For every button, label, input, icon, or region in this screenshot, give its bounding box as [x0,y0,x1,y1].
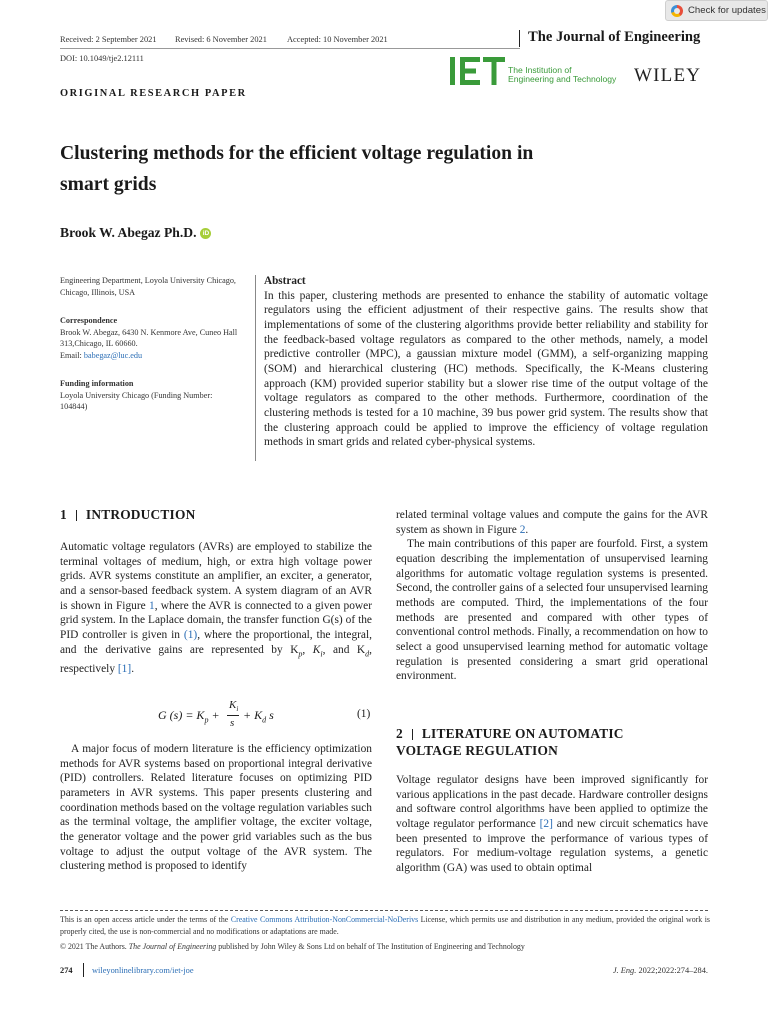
license-text [60,914,710,937]
funding-heading: Funding information [60,379,134,388]
iet-name-line2: Engineering and Technology [508,74,617,85]
iet-logo [450,57,505,85]
iet-name [508,66,616,85]
sec2-text-a: Voltage regulator designs have been improved significantly for various applications in the past decade. Hardware controller designs and software control algorithms have been applied to optimize the voltage regulator performance [396,774,708,830]
journal-name: The Journal of Engineering [528,29,701,45]
copyright-line [60,941,710,953]
correspondence-heading: Correspondence [60,316,118,325]
correspondence-block [60,315,246,361]
license-text-a: This is an open access article under the terms of the [60,915,231,924]
intro-text-d: , and K [322,643,366,656]
equation-1-number: (1) [357,708,371,720]
crossmark-icon [671,5,683,17]
right-text-b: . [525,523,529,536]
citation-journal: J. Eng. [612,966,637,975]
figure-2-link[interactable]: 2 [519,523,526,536]
intro-text-c: , where the proportional, the integral, and the derivative gains are represented by K [60,628,372,656]
citation-detail: 2022;2022:274–284. [636,966,708,975]
section-2-title-line2: VOLTAGE REGULATION [396,742,558,758]
figure-1-link[interactable]: 1 [148,599,155,612]
intro-text-b: , where the AVR is connected to a given power grid system. In the Laplace domain, the transfer function G(s) of the PID controller is given in [60,599,372,641]
license-link[interactable]: Creative Commons Attribution-NonCommercial-NoDerivs [230,915,419,924]
intro-text-p2: A major focus of modern literature is the efficiency optimization methods for AVR systems based on proportional integral derivative (PID) controllers. Related literature focuses on optimizing PID parameters in AVR systems. This paper presents clustering and coordination methods based on the voltage regulation variables such as the terminal voltage, the amplifier voltage, the exciter voltage, the generator voltage and the power grid variables such as the bus voltage to adjust the output voltage of the AVR system. The clustering method is proposed to identify [60,743,372,873]
section-1-divider [76,510,77,521]
copyright-a: © 2021 The Authors. [60,942,129,951]
title-line2: smart grids [60,174,157,195]
intro-paragraph-1: Automatic voltage regulators (AVRs) are employed to stabilize the terminal voltages of medium, high, or extra high voltage power grids. AVR systems constitute an amplifier, an exciter, a generator, and a sensor-based feedback system. A system diagram of an AVR is shown in Figure 1, where the AVR is connected to a given power grid system. In the Laplace domain, the transfer function G(s) of the PID controller is given in (1), where the proportional, the integral, and the derivative gains are represented by $K_p$, $K_i$, and $K_d$, respectively [1]. [60,541,372,675]
accepted-date: Accepted: 10 November 2021 [287,35,388,44]
orcid-icon[interactable]: iD [200,228,211,239]
reference-2-link[interactable]: [2] [539,817,553,830]
equation-1: G $(s) = K_p$ + $K_i$ s + $K_d$ s [158,699,274,729]
email-link[interactable]: babegaz@luc.edu [83,350,143,360]
author-name: Brook W. Abegaz Ph.D. [60,225,197,240]
iet-name-line1: The Institution of [508,65,572,75]
copyright-b: published by John Wiley & Sons Ltd on behalf of The Institution of Engineering and Technology [216,942,525,951]
section-1-number: 1 [60,507,67,522]
footer-rule [60,910,708,911]
received-date: Received: 2 September 2021 [60,35,157,44]
email-label: Email: [60,350,82,360]
journal-url-link[interactable]: wileyonlinelibrary.com/iet-joe [92,966,194,975]
section-1-title: INTRODUCTION [85,507,196,522]
correspondence-email-line [60,350,246,362]
wiley-logo: WILEY [634,65,702,86]
abstract [264,274,708,450]
article-type: ORIGINAL RESEARCH PAPER [60,88,247,99]
author-line [60,225,211,241]
intro-text-e: , respectively [60,643,372,675]
intro-text-f: . [131,662,135,675]
intro-text-a: Automatic voltage regulators (AVRs) are employed to stabilize the terminal voltages of medium, high, or extra high voltage power grids. AVR systems constitute an amplifier, an exciter, a generator, and a sensor-based feedback system. A system diagram of an AVR is shown in Figure [60,541,372,612]
abstract-heading: Abstract [264,275,306,287]
copyright-journal: The Journal of Engineering [128,942,217,951]
check-updates-label: Check for updates [688,5,766,16]
footer-divider [83,963,84,977]
citation [613,966,708,975]
doi: DOI: 10.1049/tje2.12111 [60,54,144,63]
title-line1: Clustering methods for the efficient voltage regulation in [60,143,534,164]
section-2-paragraph [396,773,708,876]
section-2-divider [412,729,413,740]
intro-paragraph-2 [60,742,372,874]
affiliation: Engineering Department, Loyola University Chicago, Chicago, Illinois, USA [60,276,236,297]
check-for-updates-button[interactable] [665,0,768,21]
section-2-title-line1: LITERATURE ON AUTOMATIC [421,726,624,741]
equation-1-link[interactable]: (1) [183,628,198,641]
right-text-a: related terminal voltage values and compute the gains for the AVR system as shown in Figure [396,509,708,536]
license-text-b: License, which permits use and distribution in any medium, provided the original work is properly cited, the use is non-commercial and no modifications or adaptations are made. [60,915,711,936]
journal-divider [519,30,520,47]
paper-title [60,138,533,200]
correspondence-text: Brook W. Abegaz, 6430 N. Kenmore Ave, Cuneo Hall 313,Chicago, IL 60660. [60,327,238,349]
contributions-paragraph: The main contributions of this paper are fourfold. First, a system equation describing the implementation of unsupervised learning algorithms for automatic voltage regulation systems is presented. Second, the controller gains of a selected four unsupervised learning methods are computed. Third, the implementations of the four methods are presented and compared with other types of conventional control methods. Finally, a recommendation on how to select a good unsupervised learning method for automatic voltage regulation is presented considering a smart grid operational environment. [396,538,708,683]
page-number: 274 [60,966,73,975]
equation-lhs: G (s) = K [158,708,205,722]
right-column-text [396,508,708,684]
funding-block [60,378,238,413]
header-rule [60,48,520,49]
funding-text: Loyola University Chicago (Funding Number: 104844) [60,390,213,412]
section-2-number: 2 [396,726,403,741]
sec2-text-b: and new circuit schematics have been presented to improve the performance of various types of regulators. For medium-voltage regulation systems, a genetic algorithm (GA) was used to obtain optimal [396,817,709,874]
reference-1-link[interactable]: [1] [117,662,132,675]
revised-date: Revised: 6 November 2021 [175,35,267,44]
abstract-text: In this paper, clustering methods are presented to enhance the stability of automatic voltage regulators using the efficient adjustment of their respective gains. The results show that implementations of some of the clustering algorithms provide better reliability and stability for the feedback-based voltage regulators as compared to the other methods, namely, a model predictive controller (MPC), a gaussian mixture model (GMM), a self-organizing mapping (SOM) and hierarchical clustering (HC) methods. Specifically, the K-Means clustering approach (KM) provided superior stability but a slower rise time of the output voltage of the voltage regulators as compared to the other methods. Furthermore, coordination of the clustering methods is tested for a 10 machine, 39 bus power grid system. The results show that the clustering approach could be applied to improve the efficiency of voltage regulation methods in smart grids and related cyber-physical systems. [264,289,708,449]
abstract-rule [255,275,256,461]
section-1-heading [60,507,195,523]
section-2-heading [396,726,624,759]
